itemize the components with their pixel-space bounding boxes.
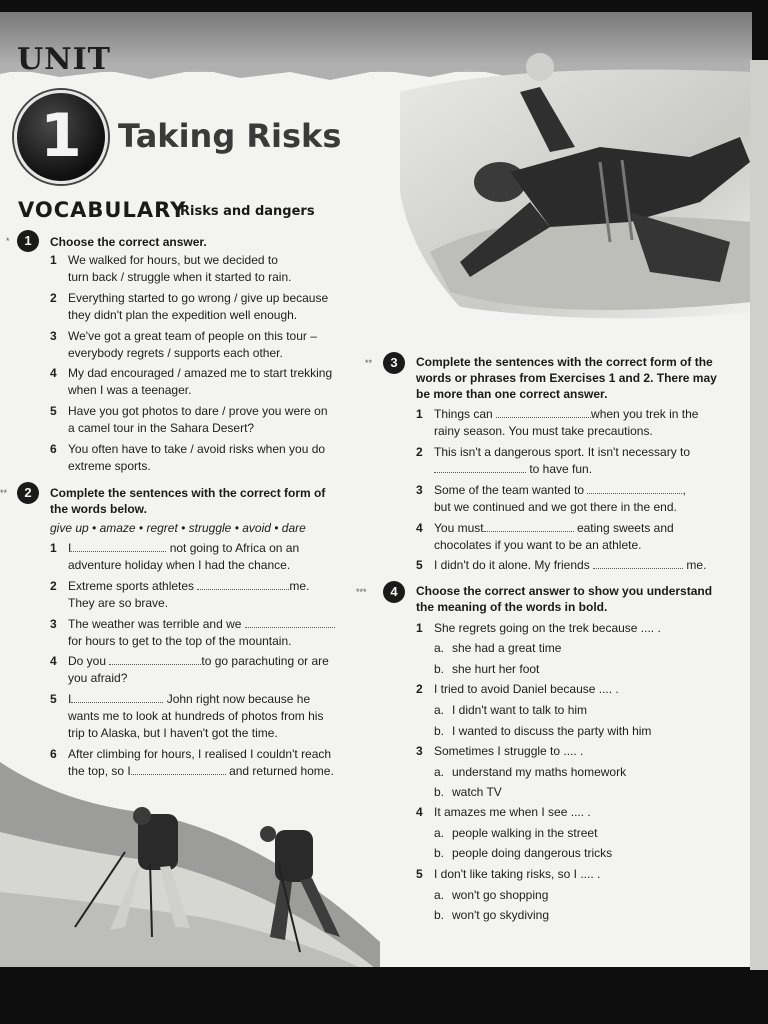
unit-number-badge bbox=[14, 90, 108, 184]
answer-gap[interactable] bbox=[484, 520, 574, 532]
exercise-3-item: 2 This isn't a dangerous sport. It isn't necessary to to have fun. bbox=[416, 445, 691, 476]
exercise-2-instruction: Complete the sentences with the correct form of the words below. bbox=[50, 486, 326, 516]
exercise-2-item: 6 After climbing for hours, I realised I couldn't reach the top, so I and returned home. bbox=[50, 747, 334, 778]
exercise-number-badge: 2 bbox=[17, 482, 39, 504]
answer-gap[interactable] bbox=[245, 616, 335, 628]
exercise-1-instruction: Choose the correct answer. bbox=[50, 235, 207, 249]
answer-option[interactable]: b. watch TV bbox=[434, 785, 502, 799]
exercise-number-badge: 1 bbox=[17, 230, 39, 252]
difficulty-stars: ** bbox=[0, 488, 8, 498]
exercise-3-item: 4 You must eating sweets and chocolates if you want to be an athlete. bbox=[416, 521, 674, 552]
climber-photo bbox=[400, 52, 752, 322]
exercise-2-item: 3 The weather was terrible and we for hours to get to the top of the mountain. bbox=[68, 616, 358, 650]
question: It amazes me when I see .... . bbox=[434, 805, 591, 819]
answer-option[interactable]: b. I wanted to discuss the party with him bbox=[434, 724, 652, 738]
exercise-1-item: 4 My dad encouraged / amazed me to start trekking when I was a teenager. bbox=[50, 366, 333, 397]
question-number: 2 bbox=[416, 682, 423, 696]
difficulty-stars: * bbox=[6, 236, 10, 246]
answer-option[interactable]: a. understand my maths homework bbox=[434, 765, 627, 779]
answer-gap[interactable] bbox=[71, 691, 163, 703]
exercise-1-item: 6 You often have to take / avoid risks when you do extreme sports. bbox=[50, 442, 326, 473]
exercise-2-item: 2 Extreme sports athletes me. They are so brave. bbox=[50, 579, 310, 610]
answer-option[interactable]: a. I didn't want to talk to him bbox=[434, 703, 588, 717]
exercise-1-item: 1 We walked for hours, but we decided to turn back / struggle when it started to rain. bbox=[50, 253, 292, 284]
answer-option[interactable]: a. won't go shopping bbox=[434, 888, 549, 902]
difficulty-stars: *** bbox=[356, 587, 367, 597]
section-subtitle: Risks and dangers bbox=[180, 204, 315, 219]
answer-gap[interactable] bbox=[496, 406, 591, 418]
section-title: VOCABULARY bbox=[18, 198, 187, 222]
answer-option[interactable]: b. she hurt her foot bbox=[434, 662, 540, 676]
exercise-number-badge: 4 bbox=[383, 581, 405, 603]
answer-option[interactable]: a. people walking in the street bbox=[434, 826, 598, 840]
exercise-3-item: 5 I didn't do it alone. My friends me. bbox=[416, 558, 707, 572]
unit-label: UNIT bbox=[17, 42, 111, 77]
question: She regrets going on the trek because .... . bbox=[434, 621, 661, 635]
difficulty-stars: ** bbox=[365, 358, 373, 368]
exercise-3-item: 3 Some of the team wanted to , but we continued and we got there in the end. bbox=[416, 483, 686, 514]
question: I tried to avoid Daniel because .... . bbox=[434, 682, 619, 696]
answer-gap[interactable] bbox=[587, 482, 682, 494]
answer-gap[interactable] bbox=[109, 653, 201, 665]
exercise-3-instruction: Complete the sentences with the correct form of the words or phrases from Exercises 1 and 2. There may be more than one correct answer. bbox=[416, 355, 717, 401]
question-number: 5 bbox=[416, 867, 423, 881]
exercise-1-item: 5 Have you got photos to dare / prove you were on a camel tour in the Sahara Desert? bbox=[50, 404, 328, 435]
hikers-photo bbox=[0, 742, 380, 967]
answer-option[interactable]: a. she had a great time bbox=[434, 641, 562, 655]
answer-gap[interactable] bbox=[197, 578, 289, 590]
textbook-page bbox=[0, 12, 752, 967]
exercise-2-item: 4 Do you to go parachuting or are you afraid? bbox=[50, 654, 329, 685]
answer-gap[interactable] bbox=[593, 557, 683, 569]
exercise-2-item: 5 I John right now because he wants me to look at hundreds of photos from his trip to Alaska, but I haven't got the time. bbox=[50, 692, 324, 740]
answer-option[interactable]: b. won't go skydiving bbox=[434, 908, 550, 922]
question-number: 3 bbox=[416, 744, 423, 758]
exercise-number-badge: 3 bbox=[383, 352, 405, 374]
exercise-2-item: 1 I not going to Africa on an adventure holiday when I had the chance. bbox=[50, 541, 300, 572]
answer-option[interactable]: b. people doing dangerous tricks bbox=[434, 846, 613, 860]
unit-number: 1 bbox=[40, 101, 82, 171]
question: I don't like taking risks, so I .... . bbox=[434, 867, 601, 881]
word-bank: give up • amaze • regret • struggle • avoid • dare bbox=[50, 521, 306, 535]
exercise-3-item: 1 Things can when you trek in the rainy season. You must take precautions. bbox=[416, 407, 699, 438]
unit-title: Taking Risks bbox=[118, 117, 342, 155]
exercise-1-item: 3 We've got a great team of people on this tour – everybody regrets / supports each other. bbox=[50, 329, 317, 360]
page-edge bbox=[750, 60, 768, 970]
answer-gap[interactable] bbox=[434, 461, 526, 473]
question-number: 1 bbox=[416, 621, 423, 635]
exercise-1-item: 2 Everything started to go wrong / give up because they didn't plan the expedition well enough. bbox=[50, 291, 329, 322]
answer-gap[interactable] bbox=[71, 540, 166, 552]
exercise-4-instruction: Choose the correct answer to show you understand the meaning of the words in bold. bbox=[416, 584, 713, 614]
question: Sometimes I struggle to .... . bbox=[434, 744, 584, 758]
question-number: 4 bbox=[416, 805, 423, 819]
